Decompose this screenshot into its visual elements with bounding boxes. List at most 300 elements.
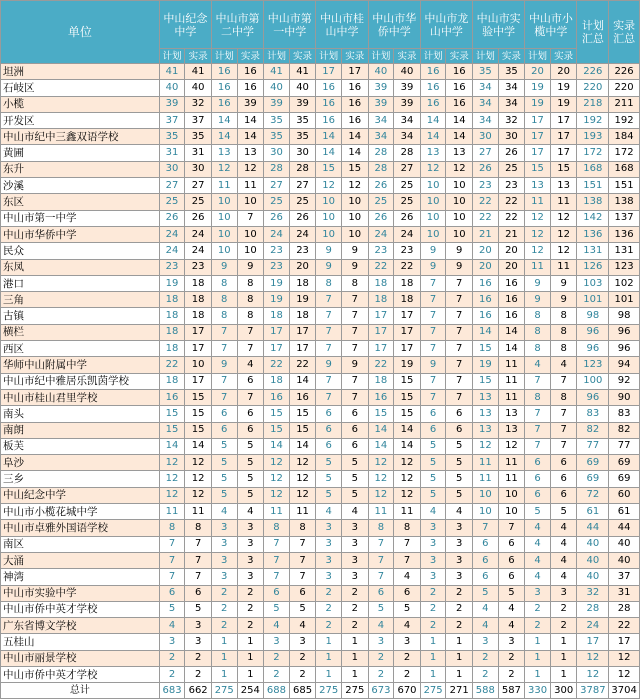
actual-cell: 15	[289, 422, 316, 438]
plan-cell: 1	[525, 650, 551, 666]
actual-cell: 2	[394, 666, 421, 682]
actual-cell: 5	[237, 455, 264, 471]
actual-cell: 24	[185, 226, 212, 242]
actual-cell: 1	[446, 666, 473, 682]
actual-cell: 24	[394, 226, 421, 242]
plan-cell: 41	[264, 64, 290, 80]
plan-cell: 18	[368, 373, 394, 389]
actual-cell: 17	[185, 341, 212, 357]
plan-cell: 13	[525, 178, 551, 194]
plan-cell: 3	[316, 569, 342, 585]
actual-cell: 6	[341, 406, 368, 422]
plan-total-cell: 126	[577, 259, 609, 275]
plan-cell: 22	[159, 357, 185, 373]
plan-cell: 18	[159, 373, 185, 389]
plan-cell: 7	[264, 569, 290, 585]
table-row	[1, 292, 640, 308]
plan-cell: 14	[211, 112, 237, 128]
actual-cell: 4	[550, 520, 577, 536]
actual-cell: 12	[237, 161, 264, 177]
plan-cell: 25	[159, 194, 185, 210]
actual-total-cell: 12	[609, 650, 640, 666]
plan-cell: 22	[368, 259, 394, 275]
plan-cell: 11	[264, 504, 290, 520]
plan-total-cell: 72	[577, 487, 609, 503]
plan-cell: 9	[525, 292, 551, 308]
actual-cell: 9	[550, 292, 577, 308]
plan-cell: 7	[316, 341, 342, 357]
unit-name-cell: 中山市侨中英才学校	[1, 601, 160, 617]
actual-cell: 13	[550, 178, 577, 194]
plan-cell: 14	[211, 129, 237, 145]
actual-cell: 7	[341, 292, 368, 308]
plan-cell: 7	[420, 373, 446, 389]
actual-total-cell: 31	[609, 585, 640, 601]
plan-cell: 4	[525, 552, 551, 568]
actual-cell: 18	[289, 308, 316, 324]
actual-cell: 4	[550, 357, 577, 373]
actual-cell: 8	[550, 324, 577, 340]
plan-cell: 4	[368, 618, 394, 634]
table-row	[1, 666, 640, 682]
plan-cell: 28	[368, 145, 394, 161]
plan-cell: 13	[420, 145, 446, 161]
actual-cell: 14	[446, 129, 473, 145]
plan-cell: 24	[159, 226, 185, 242]
actual-cell: 7	[185, 536, 212, 552]
actual-cell: 22	[394, 259, 421, 275]
actual-cell: 7	[446, 389, 473, 405]
actual-cell: 41	[289, 64, 316, 80]
total-cell: 685	[289, 683, 316, 699]
total-cell: 275	[420, 683, 446, 699]
actual-cell: 7	[446, 357, 473, 373]
plan-cell: 3	[368, 634, 394, 650]
plan-cell: 9	[211, 357, 237, 373]
plan-cell: 4	[264, 618, 290, 634]
total-cell: 683	[159, 683, 185, 699]
actual-cell: 2	[446, 585, 473, 601]
actual-cell: 4	[498, 601, 525, 617]
actual-cell: 1	[550, 650, 577, 666]
plan-cell: 5	[525, 504, 551, 520]
actual-cell: 14	[498, 324, 525, 340]
plan-total-cell: 83	[577, 406, 609, 422]
plan-cell: 23	[159, 259, 185, 275]
plan-cell: 7	[159, 536, 185, 552]
total-label: 总计	[1, 683, 160, 699]
plan-cell: 14	[159, 438, 185, 454]
plan-cell: 23	[473, 178, 499, 194]
actual-cell: 14	[289, 373, 316, 389]
plan-cell: 13	[211, 145, 237, 161]
actual-cell: 1	[237, 666, 264, 682]
plan-cell: 7	[159, 552, 185, 568]
plan-total-cell: 12	[577, 666, 609, 682]
plan-cell: 25	[264, 194, 290, 210]
school-header: 中山市龙山中学	[420, 1, 472, 49]
actual-cell: 4	[237, 504, 264, 520]
actual-cell: 2	[289, 666, 316, 682]
actual-cell: 2	[341, 601, 368, 617]
plan-cell: 11	[211, 178, 237, 194]
table-row	[1, 275, 640, 291]
plan-cell: 2	[525, 618, 551, 634]
plan-cell: 34	[473, 96, 499, 112]
plan-cell: 14	[316, 129, 342, 145]
actual-cell: 25	[394, 194, 421, 210]
unit-name-cell: 中山市卓雅外国语学校	[1, 520, 160, 536]
actual-cell: 10	[185, 357, 212, 373]
plan-cell: 8	[211, 275, 237, 291]
actual-cell: 9	[341, 243, 368, 259]
total-cell: 330	[525, 683, 551, 699]
plan-cell: 7	[420, 308, 446, 324]
plan-cell: 7	[316, 324, 342, 340]
actual-cell: 5	[394, 601, 421, 617]
actual-cell: 18	[185, 275, 212, 291]
actual-total-cell: 44	[609, 520, 640, 536]
actual-cell: 17	[394, 341, 421, 357]
actual-cell: 12	[550, 210, 577, 226]
actual-total-cell: 172	[609, 145, 640, 161]
actual-cell: 34	[498, 80, 525, 96]
actual-cell: 11	[498, 357, 525, 373]
plan-cell: 40	[264, 80, 290, 96]
plan-cell: 30	[473, 129, 499, 145]
actual-cell: 25	[498, 161, 525, 177]
actual-cell: 24	[289, 226, 316, 242]
plan-cell: 39	[264, 96, 290, 112]
actual-cell: 7	[394, 536, 421, 552]
unit-name-cell: 古镇	[1, 308, 160, 324]
plan-cell: 12	[211, 161, 237, 177]
actual-cell: 15	[185, 389, 212, 405]
total-cell: 3704	[609, 683, 640, 699]
unit-name-cell: 西区	[1, 341, 160, 357]
plan-cell: 9	[316, 259, 342, 275]
actual-cell: 9	[550, 275, 577, 291]
plan-cell: 40	[159, 80, 185, 96]
plan-cell: 1	[525, 634, 551, 650]
plan-cell: 4	[525, 357, 551, 373]
actual-cell: 35	[498, 64, 525, 80]
plan-subheader: 计划	[316, 49, 342, 64]
actual-total-cell: 22	[609, 618, 640, 634]
actual-cell: 10	[446, 178, 473, 194]
actual-cell: 13	[498, 422, 525, 438]
plan-cell: 8	[368, 520, 394, 536]
actual-cell: 11	[289, 504, 316, 520]
actual-total-cell: 82	[609, 422, 640, 438]
plan-cell: 4	[473, 601, 499, 617]
actual-cell: 14	[394, 438, 421, 454]
actual-cell: 34	[394, 112, 421, 128]
actual-cell: 6	[550, 487, 577, 503]
actual-cell: 5	[341, 471, 368, 487]
plan-cell: 1	[420, 634, 446, 650]
actual-cell: 7	[289, 552, 316, 568]
actual-cell: 7	[185, 552, 212, 568]
actual-cell: 4	[498, 618, 525, 634]
actual-cell: 9	[341, 259, 368, 275]
plan-cell: 1	[420, 666, 446, 682]
plan-cell: 3	[316, 552, 342, 568]
actual-cell: 19	[289, 292, 316, 308]
actual-total-cell: 69	[609, 455, 640, 471]
plan-cell: 14	[420, 112, 446, 128]
actual-cell: 6	[341, 438, 368, 454]
actual-cell: 7	[341, 341, 368, 357]
plan-cell: 7	[316, 308, 342, 324]
plan-cell: 26	[368, 210, 394, 226]
plan-cell: 27	[473, 145, 499, 161]
unit-name-cell: 华师中山附属中学	[1, 357, 160, 373]
actual-cell: 3	[446, 536, 473, 552]
actual-cell: 20	[498, 259, 525, 275]
plan-cell: 6	[316, 438, 342, 454]
actual-cell: 15	[341, 161, 368, 177]
plan-cell: 18	[159, 341, 185, 357]
plan-cell: 5	[159, 601, 185, 617]
actual-cell: 6	[498, 569, 525, 585]
plan-cell: 34	[368, 129, 394, 145]
actual-cell: 27	[394, 161, 421, 177]
plan-cell: 2	[264, 650, 290, 666]
plan-cell: 12	[159, 471, 185, 487]
plan-cell: 8	[316, 275, 342, 291]
actual-total-cell: 61	[609, 504, 640, 520]
plan-cell: 9	[211, 259, 237, 275]
actual-cell: 12	[550, 243, 577, 259]
plan-cell: 19	[473, 357, 499, 373]
plan-cell: 16	[211, 96, 237, 112]
actual-cell: 3	[550, 585, 577, 601]
actual-cell: 10	[446, 210, 473, 226]
plan-cell: 7	[211, 389, 237, 405]
actual-cell: 7	[341, 308, 368, 324]
actual-cell: 7	[550, 373, 577, 389]
actual-cell: 12	[550, 226, 577, 242]
plan-cell: 39	[368, 80, 394, 96]
unit-name-cell: 东升	[1, 161, 160, 177]
plan-cell: 15	[316, 161, 342, 177]
plan-cell: 15	[368, 406, 394, 422]
plan-cell: 6	[159, 585, 185, 601]
plan-cell: 31	[159, 145, 185, 161]
table-row	[1, 471, 640, 487]
plan-cell: 14	[368, 422, 394, 438]
actual-total-cell: 96	[609, 324, 640, 340]
plan-cell: 2	[420, 585, 446, 601]
plan-cell: 10	[473, 487, 499, 503]
plan-cell: 12	[525, 243, 551, 259]
plan-cell: 17	[525, 145, 551, 161]
actual-cell: 16	[446, 80, 473, 96]
plan-total-cell: 226	[577, 64, 609, 80]
actual-cell: 16	[289, 389, 316, 405]
actual-subheader: 实录	[394, 49, 421, 64]
plan-cell: 3	[316, 520, 342, 536]
table-row	[1, 341, 640, 357]
actual-cell: 18	[185, 292, 212, 308]
plan-cell: 10	[316, 210, 342, 226]
plan-cell: 3	[211, 552, 237, 568]
plan-cell: 5	[211, 487, 237, 503]
actual-cell: 20	[289, 259, 316, 275]
plan-cell: 16	[264, 389, 290, 405]
plan-total-cell: 142	[577, 210, 609, 226]
plan-cell: 22	[264, 357, 290, 373]
school-header: 中山市桂山中学	[316, 1, 368, 49]
actual-total-cell: 40	[609, 536, 640, 552]
actual-cell: 7	[341, 389, 368, 405]
plan-cell: 17	[525, 112, 551, 128]
actual-subheader: 实录	[185, 49, 212, 64]
plan-cell: 1	[316, 634, 342, 650]
plan-cell: 9	[525, 275, 551, 291]
plan-cell: 16	[420, 96, 446, 112]
total-cell: 254	[237, 683, 264, 699]
actual-cell: 14	[237, 112, 264, 128]
plan-cell: 3	[420, 536, 446, 552]
plan-cell: 10	[211, 210, 237, 226]
plan-cell: 17	[525, 129, 551, 145]
unit-name-cell: 南朗	[1, 422, 160, 438]
table-row	[1, 618, 640, 634]
actual-cell: 17	[394, 324, 421, 340]
actual-cell: 17	[185, 373, 212, 389]
actual-cell: 17	[394, 308, 421, 324]
plan-cell: 24	[264, 226, 290, 242]
actual-cell: 2	[185, 666, 212, 682]
actual-cell: 5	[341, 487, 368, 503]
plan-cell: 12	[264, 471, 290, 487]
plan-subheader: 计划	[159, 49, 185, 64]
actual-cell: 6	[498, 536, 525, 552]
plan-total-cell: 44	[577, 520, 609, 536]
plan-cell: 2	[264, 666, 290, 682]
plan-cell: 7	[525, 373, 551, 389]
plan-cell: 18	[159, 324, 185, 340]
actual-cell: 7	[446, 341, 473, 357]
plan-cell: 4	[473, 618, 499, 634]
plan-cell: 1	[211, 634, 237, 650]
plan-cell: 20	[473, 259, 499, 275]
actual-cell: 7	[550, 422, 577, 438]
plan-cell: 5	[211, 438, 237, 454]
unit-name-cell: 沙溪	[1, 178, 160, 194]
plan-cell: 7	[420, 324, 446, 340]
actual-cell: 7	[341, 324, 368, 340]
actual-cell: 26	[185, 210, 212, 226]
table-row	[1, 634, 640, 650]
actual-cell: 20	[498, 243, 525, 259]
actual-total-cell: 12	[609, 666, 640, 682]
plan-cell: 12	[264, 455, 290, 471]
actual-cell: 4	[550, 569, 577, 585]
actual-cell: 8	[237, 292, 264, 308]
plan-cell: 7	[211, 373, 237, 389]
actual-cell: 14	[498, 341, 525, 357]
actual-cell: 21	[498, 226, 525, 242]
actual-cell: 1	[446, 634, 473, 650]
table-row	[1, 129, 640, 145]
plan-cell: 9	[420, 357, 446, 373]
actual-cell: 14	[341, 129, 368, 145]
actual-cell: 32	[498, 112, 525, 128]
plan-cell: 2	[159, 650, 185, 666]
actual-total-cell: 101	[609, 292, 640, 308]
actual-cell: 15	[394, 406, 421, 422]
actual-total-cell: 136	[609, 226, 640, 242]
plan-subheader: 计划	[264, 49, 290, 64]
plan-cell: 10	[211, 243, 237, 259]
actual-cell: 3	[237, 520, 264, 536]
actual-cell: 7	[550, 406, 577, 422]
plan-cell: 8	[525, 389, 551, 405]
plan-cell: 11	[473, 455, 499, 471]
unit-name-cell: 开发区	[1, 112, 160, 128]
plan-cell: 5	[211, 471, 237, 487]
plan-total-cell: 218	[577, 96, 609, 112]
actual-cell: 12	[289, 455, 316, 471]
unit-name-cell: 板芙	[1, 438, 160, 454]
school-header: 中山市小榄中学	[525, 1, 577, 49]
actual-cell: 7	[550, 438, 577, 454]
actual-total-cell: 151	[609, 178, 640, 194]
actual-cell: 11	[237, 178, 264, 194]
actual-cell: 9	[446, 243, 473, 259]
actual-cell: 3	[237, 536, 264, 552]
plan-cell: 12	[420, 161, 446, 177]
actual-cell: 15	[185, 406, 212, 422]
actual-cell: 16	[446, 96, 473, 112]
plan-cell: 5	[420, 471, 446, 487]
actual-cell: 14	[237, 129, 264, 145]
actual-cell: 10	[237, 226, 264, 242]
actual-cell: 35	[185, 129, 212, 145]
table-row	[1, 422, 640, 438]
unit-name-cell: 阜沙	[1, 455, 160, 471]
plan-cell: 2	[316, 601, 342, 617]
plan-cell: 15	[159, 422, 185, 438]
plan-cell: 30	[264, 145, 290, 161]
plan-cell: 10	[473, 504, 499, 520]
actual-cell: 5	[237, 471, 264, 487]
plan-cell: 4	[316, 504, 342, 520]
plan-cell: 16	[420, 64, 446, 80]
actual-total-cell: 60	[609, 487, 640, 503]
actual-cell: 1	[237, 634, 264, 650]
table-row	[1, 552, 640, 568]
actual-cell: 17	[550, 112, 577, 128]
plan-cell: 11	[525, 194, 551, 210]
actual-cell: 39	[394, 80, 421, 96]
plan-cell: 18	[264, 308, 290, 324]
actual-cell: 6	[341, 422, 368, 438]
unit-name-cell: 横栏	[1, 324, 160, 340]
actual-total-cell: 192	[609, 112, 640, 128]
actual-cell: 17	[289, 324, 316, 340]
actual-cell: 19	[394, 357, 421, 373]
plan-total-cell: 96	[577, 341, 609, 357]
plan-cell: 35	[159, 129, 185, 145]
plan-cell: 3	[264, 634, 290, 650]
plan-cell: 1	[316, 650, 342, 666]
actual-cell: 3	[446, 520, 473, 536]
plan-cell: 10	[420, 210, 446, 226]
